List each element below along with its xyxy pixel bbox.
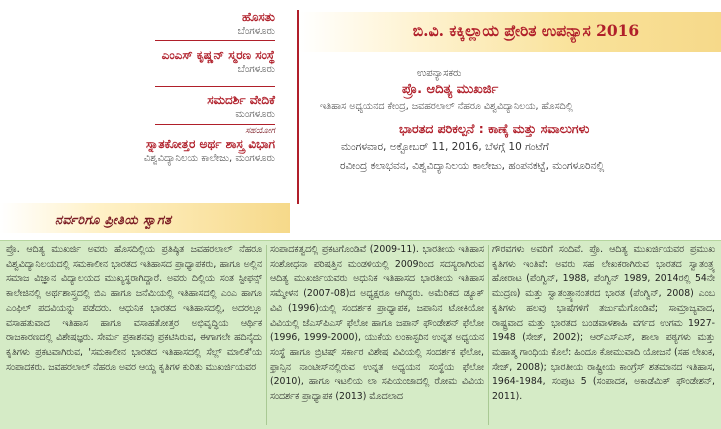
organizer-name: ಎಂಎಸ್ ಕೃಷ್ಣನ್ ಸ್ಮರಣ ಸಂಸ್ಥೆ <box>161 48 275 62</box>
organizer-name: ಹೊಸತು <box>241 10 275 24</box>
organizer-hosatu <box>238 10 275 38</box>
organizer-city: ಬೆಂಗಳೂರು <box>237 26 275 37</box>
event-venue: ರವೀಂದ್ರ ಕಲಾಭವನ, ವಿಶ್ವವಿದ್ಯಾನಿಲಯ ಕಾಲೇಜು, ಹಂಪನಕಟ್ಟೆ, ಮಂಗಳೂರಿನಲ್ಲಿ <box>340 160 605 172</box>
event-datetime: ಮಂಗಳವಾರ, ಅಕ್ಟೋಬರ್ 11, 2016, ಬೆಳಗ್ಗೆ 10 ಗಂಟೆಗೆ <box>341 141 549 153</box>
organizer-city: ಬೆಂಗಳೂರು <box>237 64 275 75</box>
speaker-name: ಪ್ರೊ. ಆದಿತ್ಯ ಮುಖರ್ಜಿ <box>402 82 499 97</box>
organizer-name: ಸಮದರ್ಶಿ ವೇದಿಕೆ <box>207 93 275 107</box>
divider <box>155 40 275 41</box>
organizers-panel <box>0 0 290 210</box>
speaker-affiliation: ಇತಿಹಾಸ ಅಧ್ಯಯನದ ಕೇಂದ್ರ, ಜವಹರಲಾಲ್ ನೆಹರೂ ವಿಶ್ವವಿದ್ಯಾನಿಲಯ, ಹೊಸದಿಲ್ಲಿ <box>320 101 573 112</box>
column-divider <box>297 10 299 204</box>
event-title: ಬಿ.ವಿ. ಕಕ್ಕಿಲ್ಲಾಯ ಪ್ರೇರಿತ ಉಪನ್ಯಾಸ 2016 <box>412 21 640 40</box>
column-separator <box>488 245 489 425</box>
organizer-city: ಮಂಗಳೂರು <box>235 109 275 120</box>
welcome-text: ನರ್ವರಿಗೂ ಪ್ರೀತಿಯ ಸ್ವಾಗತ <box>55 212 172 227</box>
speaker-label: ಉಪನ್ಯಾಸಕರು <box>417 68 462 79</box>
column-separator <box>266 245 267 425</box>
organizer-city: ವಿಶ್ವವಿದ್ಯಾನಿಲಯ ಕಾಲೇಜು, ಮಂಗಳೂರು <box>143 153 275 164</box>
divider <box>155 86 275 87</box>
biography-column-3: ಗೌರವಗಳು ಅವರಿಗೆ ಸಂದಿವೆ. ಪ್ರೊ. ಆದಿತ್ಯ ಮುಖರ್ಜಿಯವರ ಪ್ರಮುಖ ಕೃತಿಗಳು ಇಂತಿವೆ: ಅವರು ಸಹ ಲೇಖಕರಾಗಿರುವ ಭಾರತದ ಸ್ವಾತಂತ್ರ್ಯ ಹೋರಾಟ (ಪೆಂಗ್ವಿನ್, 1988, ಪೆಂಗ್ವಿನ್ 1989, 2014ರಲ್ಲಿ 54ನೇ ಮುದ್ರಣ) ಮತ್ತು ಸ್ವಾತಂತ್ರ್ಯಾನಂತರದ ಭಾರತ (ಪೆಂಗ್ವಿನ್, 2008) ಎಂಬ ಕೃತಿಗಳು ಹಲವು ಭಾಷೆಗಳಿಗೆ ತರ್ಜುಮೆಗೊಂಡಿವೆ; ಸಾಮ್ರಾಜ್ಯವಾದ, ರಾಷ್ಟ್ರವಾದ ಮತ್ತು ಭಾರತದ ಬಂಡವಾಳಶಾಹಿ ವರ್ಗದ ಉಗಮ 1927-1948 (ಸೇಜ್, 2002); ಆರ್‌ಎಸ್‌ಎಸ್, ಶಾಲಾ ಪಠ್ಯಗಳು ಮತ್ತು ಮಹಾತ್ಮ ಗಾಂಧಿಯ ಕೊಲೆ: ಹಿಂದೂ ಕೋಮುವಾದಿ ಯೋಜನೆ (ಸಹ ಲೇಖಕ, ಸೇಜ್, 2008); ಭಾರತೀಯ ರಾಷ್ಟ್ರೀಯ ಕಾಂಗ್ರೆಸ್ ಶತಮಾನದ ಇತಿಹಾಸ, 1964-1984, ಸಂಪುಟ 5 (ಸಂಪಾದಕ, ಅಕಾಡೆಮಿಕ್ ಫೌಂಡೇಶನ್, 2011). <box>492 244 715 403</box>
divider <box>155 124 275 125</box>
organizer-ms-krishnan <box>162 48 275 76</box>
biography-section <box>0 240 721 429</box>
collaboration-label: ಸಹಯೋಗ <box>245 126 275 136</box>
biography-column-1: ಪ್ರೊ. ಆದಿತ್ಯ ಮುಖರ್ಜಿ ಅವರು ಹೊಸದಿಲ್ಲಿಯ ಪ್ರತಿಷ್ಠಿತ ಜವಹರಲಾಲ್ ನೆಹರೂ ವಿಶ್ವವಿದ್ಯಾನಿಲಯದಲ್ಲಿ ಸಮಕಾಲೀನ ಭಾರತದ ಇತಿಹಾಸದ ಪ್ರಾಧ್ಯಾಪಕರು, ಹಾಗೂ ಅಲ್ಲಿನ ಸಮಾಜ ವಿಜ್ಞಾನ ವಿದ್ಯಾಲಯದ ಮುಖ್ಯಸ್ಥರಾಗಿದ್ದಾರೆ. ಅವರು ದಿಲ್ಲಿಯ ಸಂತ ಸ್ಟೀಫನ್ಸ್ ಕಾಲೇಜಿನಲ್ಲಿ ಅರ್ಥಶಾಸ್ತ್ರದಲ್ಲಿ ಬಿಎ ಹಾಗೂ ಜನೆಮಿಯಲ್ಲಿ ಇತಿಹಾಸದಲ್ಲಿ ಎಂಎ ಹಾಗೂ ಎಂಫಿಲ್ ಪದವಿಯನ್ನು ಪಡೆದರು. ಆಧುನಿಕ ಭಾರತದ ಇತಿಹಾಸದಲ್ಲಿ, ಅದರಲ್ಲೂ ವಸಾಹತುವಾದ ಇತಿಹಾಸ ಹಾಗೂ ವಸಾಹತೋತ್ತರ ಅಭಿವೃದ್ಧಿಯ ಆರ್ಥಿಕ ರಾಜಕಾರಣದಲ್ಲಿ ವಿಶೇಷಜ್ಞರು. ಸೇರ್ಮ ಪ್ರಕಾಶನವು ಪ್ರಕಟಿಸಿರುವ, ಈಗಾಗಲೇ ಹದಿನೈದು ಕೃತಿಗಳು ಪ್ರಕಟವಾಗಿರುವ, 'ಸಮಕಾಲೀನ ಭಾರತದ ಇತಿಹಾಸದಲ್ಲಿ ಸೆಲ್ಲ್ ಮಾಲಿಕೆ'ಯ ಸಂಪಾದಕರು. ಜವಹರಲಾಲ್ ನೆಹರೂ ಅವರ ಆಯ್ದ ಕೃತಿಗಳ ಕುರಿತು ಮುಖರ್ಜಿಯವರ <box>6 244 262 373</box>
biography-column-2: ಸಂಪಾದಕತ್ವದಲ್ಲಿ ಪ್ರಕಟಗೊಂಡಿವೆ (2009-11). ಭಾರತೀಯ ಇತಿಹಾಸ ಸಂಶೋಧನಾ ಪರಿಷತ್ತಿನ ಮಂಡಳಿಯಲ್ಲಿ 2009ರಿಂದ ಸದಸ್ಯರಾಗಿರುವ ಆದಿತ್ಯ ಮುಖರ್ಜಿಯವರು ಅಧುನಿಕ ಇತಿಹಾಸದ ಭಾರತೀಯ ಇತಿಹಾಸ ಸಮ್ಮೇಳನ (2007-08)ದ ಅಧ್ಯಕ್ಷರೂ ಆಗಿದ್ದರು. ಅಮೆರಿಕದ ಡ್ಯೂಕ್ ವಿವಿ (1996)ಯಲ್ಲಿ ಸಂದರ್ಶಕ ಪ್ರಾಧ್ಯಾಪಕ, ಜಪಾನಿನ ಟೋಕಿಯೋ ವಿವಿಯಲ್ಲಿ ಜೆಎಸ್‌ಪಿಎಸ್ ಫೆಲೋ ಹಾಗೂ ಜಪಾನ್ ಫೌಂಡೇಶನ್ ಫೆಲೋ (1996, 1999-2000), ಯುಕೆಯ ಲಂಕಾಸ್ಟರಿನ ಉನ್ನತ ಅಧ್ಯಯನ ಸಂಸ್ಥೆ ಹಾಗೂ ಬ್ರಿಟಿಷ್ ಸರ್ಕಾರ ವಿಶೇಷ ವಿವಿಯಲ್ಲಿ ಸಂದರ್ಶಕ ಫೆಲೋ, ಫ್ರಾನ್ಸಿನ ನಾಂಟೀಸ್‌ನಲ್ಲಿರುವ ಉನ್ನತ ಅಧ್ಯಯನ ಸಂಸ್ಥೆಯ ಫೆಲೋ (2010), ಹಾಗೂ ಇಟಲಿಯ ಲಾ ಸಪಿಯಂಜಾದಲ್ಲಿ ರೋಮ ವಿವಿಯ ಸಂದರ್ಶಕ ಪ್ರಾಧ್ಯಾಪಕ (2013) ಮೊದಲಾದ <box>270 244 484 403</box>
organizer-name: ಸ್ನಾತಕೋತ್ತರ ಅರ್ಥ ಶಾಸ್ತ್ರ ವಿಭಾಗ <box>146 137 275 151</box>
lecture-topic: ಭಾರತದ ಪರಿಕಲ್ಪನೆ : ಕಾಣ್ಕೆ ಮತ್ತು ಸವಾಲುಗಳು <box>399 121 590 136</box>
organizer-samadarshi <box>207 93 275 121</box>
event-panel <box>300 0 721 210</box>
organizer-economics-dept <box>144 126 275 165</box>
